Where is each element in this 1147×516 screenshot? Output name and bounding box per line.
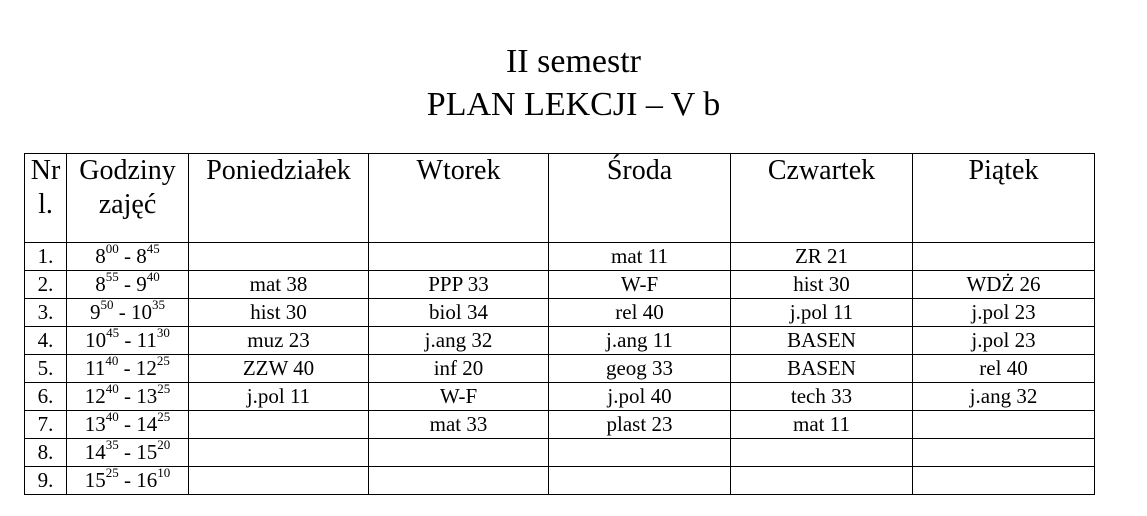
end-hour: 10: [131, 300, 152, 324]
end-hour: 14: [136, 412, 158, 436]
table-row: [25, 411, 1095, 439]
end-hour: 11: [136, 328, 157, 352]
lesson-hours: $13^{40} - 14^{25}$: [67, 411, 189, 439]
lesson-number: 5.: [25, 355, 67, 383]
lesson-cell: BASEN: [731, 355, 913, 383]
lesson-cell: plast 23: [549, 411, 731, 439]
header-day-monday: Poniedziałek: [189, 154, 369, 243]
lesson-cell: [731, 467, 913, 495]
start-hour: 10: [85, 328, 107, 352]
table-row: [25, 467, 1095, 495]
lesson-cell: j.pol 23: [913, 299, 1095, 327]
table-row: [25, 383, 1095, 411]
start-hour: 8: [95, 244, 106, 268]
lesson-cell: mat 38: [189, 271, 369, 299]
lesson-cell: [189, 467, 369, 495]
lesson-cell: j.ang 11: [549, 327, 731, 355]
lesson-number: 9.: [25, 467, 67, 495]
end-minute: 40: [146, 269, 160, 284]
lesson-cell: j.pol 40: [549, 383, 731, 411]
lesson-number: 7.: [25, 411, 67, 439]
lesson-cell: [549, 467, 731, 495]
end-minute: 30: [156, 325, 170, 340]
lesson-cell: [913, 467, 1095, 495]
lesson-cell: BASEN: [731, 327, 913, 355]
header-day-friday: Piątek: [913, 154, 1095, 243]
header-hours-line1: Godziny: [79, 155, 176, 186]
lesson-hours: $12^{40} - 13^{25}$: [67, 383, 189, 411]
lesson-cell: W-F: [549, 271, 731, 299]
table-row: [25, 299, 1095, 327]
lesson-number: 1.: [25, 243, 67, 271]
lesson-cell: [189, 439, 369, 467]
start-hour: 11: [85, 356, 106, 380]
lesson-cell: [189, 411, 369, 439]
end-hour: 13: [136, 384, 158, 408]
start-hour: 12: [84, 384, 106, 408]
header-row: [25, 154, 1095, 243]
lesson-cell: mat 11: [549, 243, 731, 271]
lesson-cell: [731, 439, 913, 467]
start-minute: 40: [105, 409, 119, 424]
lesson-cell: PPP 33: [369, 271, 549, 299]
header-nr: [25, 154, 67, 243]
lesson-cell: [369, 439, 549, 467]
start-hour: 8: [95, 272, 106, 296]
header-hours-line2: zajęć: [98, 189, 157, 220]
header-day-thursday: Czwartek: [731, 154, 913, 243]
header-day-wednesday: Środa: [549, 154, 731, 243]
lesson-cell: ZZW 40: [189, 355, 369, 383]
end-minute: 25: [157, 409, 171, 424]
lesson-cell: ZR 21: [731, 243, 913, 271]
lesson-cell: hist 30: [189, 299, 369, 327]
lesson-cell: rel 40: [913, 355, 1095, 383]
lesson-hours: $9^{50} - 10^{35}$: [67, 299, 189, 327]
lesson-cell: j.pol 11: [189, 383, 369, 411]
lesson-cell: geog 33: [549, 355, 731, 383]
lesson-number: 2.: [25, 271, 67, 299]
table-row: [25, 327, 1095, 355]
lesson-cell: rel 40: [549, 299, 731, 327]
lesson-cell: hist 30: [731, 271, 913, 299]
lesson-hours: $8^{00} - 8^{45}$: [67, 243, 189, 271]
lesson-cell: j.pol 23: [913, 327, 1095, 355]
lesson-hours: $8^{55} - 9^{40}$: [67, 271, 189, 299]
start-hour: 9: [90, 300, 101, 324]
schedule-body: [25, 243, 1095, 495]
lesson-cell: WDŻ 26: [913, 271, 1095, 299]
end-hour: 15: [136, 440, 158, 464]
end-hour: 16: [136, 468, 158, 492]
lesson-cell: W-F: [369, 383, 549, 411]
lesson-hours: $14^{35} - 15^{20}$: [67, 439, 189, 467]
table-row: [25, 355, 1095, 383]
lesson-cell: [913, 411, 1095, 439]
lesson-cell: [913, 243, 1095, 271]
start-minute: 40: [105, 381, 119, 396]
lesson-cell: j.pol 11: [731, 299, 913, 327]
header-hours: [67, 154, 189, 243]
lesson-hours: $11^{40} - 12^{25}$: [67, 355, 189, 383]
lesson-number: 6.: [25, 383, 67, 411]
header-day-tuesday: Wtorek: [369, 154, 549, 243]
end-minute: 25: [157, 381, 171, 396]
header-nr-line1: Nr: [30, 155, 61, 186]
lesson-number: 3.: [25, 299, 67, 327]
table-row: [25, 439, 1095, 467]
lesson-hours: $10^{45} - 11^{30}$: [67, 327, 189, 355]
lesson-number: 4.: [25, 327, 67, 355]
header-nr-line2: l.: [38, 189, 53, 220]
end-minute: 20: [157, 437, 171, 452]
schedule-table: [24, 153, 1095, 495]
end-hour: 8: [136, 244, 147, 268]
start-minute: 45: [106, 325, 120, 340]
lesson-cell: [549, 439, 731, 467]
start-minute: 40: [105, 353, 119, 368]
start-hour: 15: [84, 468, 106, 492]
start-minute: 35: [105, 437, 119, 452]
start-minute: 50: [100, 297, 114, 312]
start-hour: 14: [84, 440, 106, 464]
lesson-cell: [913, 439, 1095, 467]
start-minute: 25: [105, 465, 119, 480]
lesson-number: 8.: [25, 439, 67, 467]
lesson-cell: biol 34: [369, 299, 549, 327]
lesson-cell: [369, 243, 549, 271]
lesson-cell: mat 33: [369, 411, 549, 439]
lesson-cell: muz 23: [189, 327, 369, 355]
table-row: [25, 243, 1095, 271]
lesson-cell: j.ang 32: [913, 383, 1095, 411]
start-hour: 13: [84, 412, 106, 436]
page-title-semester: II semestr: [505, 43, 641, 80]
end-minute: 25: [156, 353, 170, 368]
end-hour: 9: [136, 272, 147, 296]
lesson-cell: [369, 467, 549, 495]
lesson-hours: $15^{25} - 16^{10}$: [67, 467, 189, 495]
lesson-cell: tech 33: [731, 383, 913, 411]
lesson-cell: inf 20: [369, 355, 549, 383]
end-minute: 10: [157, 465, 171, 480]
start-minute: 55: [105, 269, 119, 284]
table-row: [25, 271, 1095, 299]
start-minute: 00: [105, 241, 119, 256]
end-minute: 45: [146, 241, 160, 256]
page-title-plan: PLAN LEKCJI – V b: [426, 86, 721, 123]
lesson-cell: [189, 243, 369, 271]
end-minute: 35: [152, 297, 165, 312]
lesson-cell: mat 11: [731, 411, 913, 439]
end-hour: 12: [135, 356, 157, 380]
lesson-cell: j.ang 32: [369, 327, 549, 355]
